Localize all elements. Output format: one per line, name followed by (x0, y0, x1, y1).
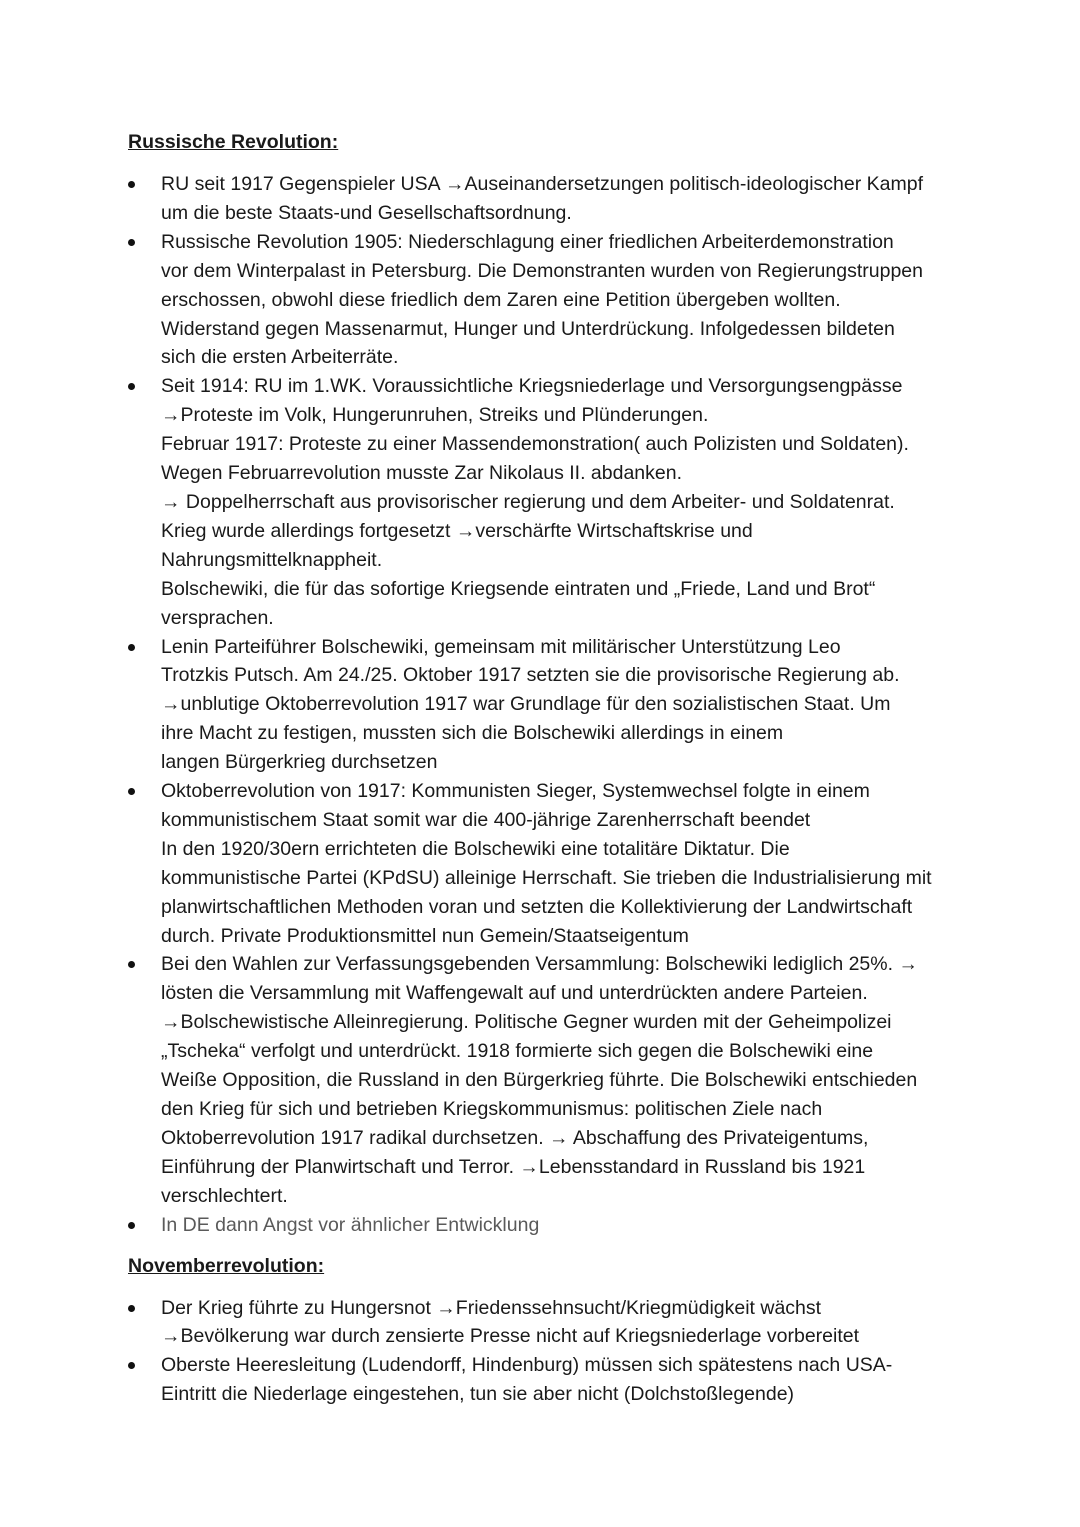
text-line: Lenin Parteiführer Bolschewiki, gemeinsam mit militärischer Unterstützung Leo (161, 635, 841, 658)
text-line: Weiße Opposition, die Russland in den Bürgerkrieg führte. Die Bolschewiki entschieden (161, 1069, 918, 1092)
list-item (128, 777, 958, 950)
bullet-icon (128, 961, 135, 968)
text-line: verschlechtert. (161, 1184, 288, 1207)
section-russian-revolution (128, 128, 958, 1240)
text-line: den Krieg für sich und betrieben Kriegskommunismus: politischen Ziele nach (161, 1098, 823, 1120)
bullet-icon (128, 644, 135, 651)
text-line: Widerstand gegen Massenarmut, Hunger und Unterdrückung. Infolgedessen bildeten (161, 317, 895, 340)
text-line: kommunistischem Staat somit war die 400-jährige Zarenherrschaft beendet (161, 808, 811, 831)
bullet-icon (128, 181, 135, 188)
list-item (128, 170, 958, 228)
section-heading: Russische Revolution: (128, 131, 339, 153)
bullet-icon (128, 1362, 135, 1369)
bullet-icon (128, 383, 135, 390)
text-line: →Bevölkerung war durch zensierte Presse nicht auf Kriegsniederlage vorbereitet (161, 1325, 860, 1348)
text-line: Wegen Februarrevolution musste Zar Nikolaus II. abdanken. (161, 462, 682, 485)
text-line: versprachen. (161, 606, 274, 629)
section-november-revolution (128, 1252, 958, 1410)
text-line: planwirtschaftlichen Methoden voran und setzten die Kollektivierung der Landwirtschaft (161, 895, 913, 918)
text-line: Eintritt die Niederlage eingestehen, tun sie aber nicht (Dolchstoßlegende) (161, 1383, 795, 1406)
text-line: Russische Revolution 1905: Niederschlagung einer friedlichen Arbeiterdemonstration (161, 230, 894, 253)
text-line: durch. Private Produktionsmittel nun Gemein/Staatseigentum (161, 924, 689, 947)
text-line: In den 1920/30ern errichteten die Bolschewiki eine totalitäre Diktatur. Die (161, 837, 790, 860)
bullet-list (128, 170, 958, 1240)
text-line: →Bolschewistische Alleinregierung. Politische Gegner wurden mit der Geheimpolizei (161, 1011, 892, 1034)
text-line: Nahrungsmittelknappheit. (161, 548, 383, 571)
list-item (128, 1211, 958, 1240)
text-line: Oberste Heeresleitung (Ludendorff, Hindenburg) müssen sich spätestens nach USA- (161, 1354, 893, 1377)
text-line: Krieg wurde allerdings fortgesetzt →verschärfte Wirtschaftskrise und (161, 519, 753, 542)
text-line: Trotzkis Putsch. Am 24./25. Oktober 1917 setzten sie die provisorische Regierung ab. (161, 664, 900, 687)
text-line: In DE dann Angst vor ähnlicher Entwicklung (161, 1213, 540, 1236)
section-heading: Novemberrevolution: (128, 1254, 325, 1277)
bullet-icon (128, 1222, 135, 1229)
list-item (128, 950, 958, 1210)
text-line: → Doppelherrschaft aus provisorischer regierung und dem Arbeiter- und Soldatenrat. (161, 490, 895, 513)
bullet-list (128, 1294, 958, 1410)
list-item (128, 1294, 958, 1352)
bullet-icon (128, 788, 135, 795)
list-item (128, 372, 958, 632)
list-item (128, 633, 958, 778)
list-item (128, 1351, 958, 1409)
text-line: →Proteste im Volk, Hungerunruhen, Streiks und Plünderungen. (161, 404, 709, 427)
text-line: RU seit 1917 Gegenspieler USA →Auseinandersetzungen politisch-ideologischer Kampf (161, 173, 924, 195)
text-line: um die beste Staats-und Gesellschaftsordnung. (161, 201, 572, 224)
text-line: Der Krieg führte zu Hungersnot →Friedenssehnsucht/Kriegmüdigkeit wächst (161, 1296, 822, 1319)
text-line: →unblutige Oktoberrevolution 1917 war Grundlage für den sozialistischen Staat. Um (161, 693, 891, 716)
text-line: Oktoberrevolution von 1917: Kommunisten Sieger, Systemwechsel folgte in einem (161, 780, 870, 803)
text-line: lösten die Versammlung mit Waffengewalt auf und unterdrückten andere Parteien. (161, 982, 868, 1005)
text-line: sich die ersten Arbeiterräte. (161, 346, 399, 369)
text-line: ihre Macht zu festigen, mussten sich die Bolschewiki allerdings in einem (161, 722, 784, 745)
bullet-icon (128, 1305, 135, 1312)
text-line: Einführung der Planwirtschaft und Terror. →Lebensstandard in Russland bis 1921 (161, 1155, 866, 1178)
text-line: Bei den Wahlen zur Verfassungsgebenden Versammlung: Bolschewiki lediglich 25%. → (161, 953, 918, 976)
text-line: „Tscheka“ verfolgt und unterdrückt. 1918 formierte sich gegen die Bolschewiki eine (161, 1040, 874, 1063)
text-line: vor dem Winterpalast in Petersburg. Die Demonstranten wurden von Regierungstruppen (161, 259, 923, 282)
text-line: Oktoberrevolution 1917 radikal durchsetzen. → Abschaffung des Privateigentums, (161, 1126, 869, 1149)
text-line: Bolschewiki, die für das sofortige Kriegsende eintraten und „Friede, Land und Brot“ (161, 577, 876, 600)
bullet-icon (128, 239, 135, 246)
text-line: Seit 1914: RU im 1.WK. Voraussichtliche Kriegsniederlage und Versorgungsengpässe (161, 375, 903, 398)
text-line: erschossen, obwohl diese friedlich dem Zaren eine Petition übergeben wollten. (161, 288, 841, 311)
text-line: langen Bürgerkrieg durchsetzen (161, 751, 438, 774)
list-item (128, 228, 958, 373)
document-page (128, 128, 958, 1409)
text-line: Februar 1917: Proteste zu einer Massendemonstration( auch Polizisten und Soldaten). (161, 433, 909, 456)
text-line: kommunistische Partei (KPdSU) alleinige Herrschaft. Sie trieben die Industrialisierung mit (161, 866, 932, 889)
